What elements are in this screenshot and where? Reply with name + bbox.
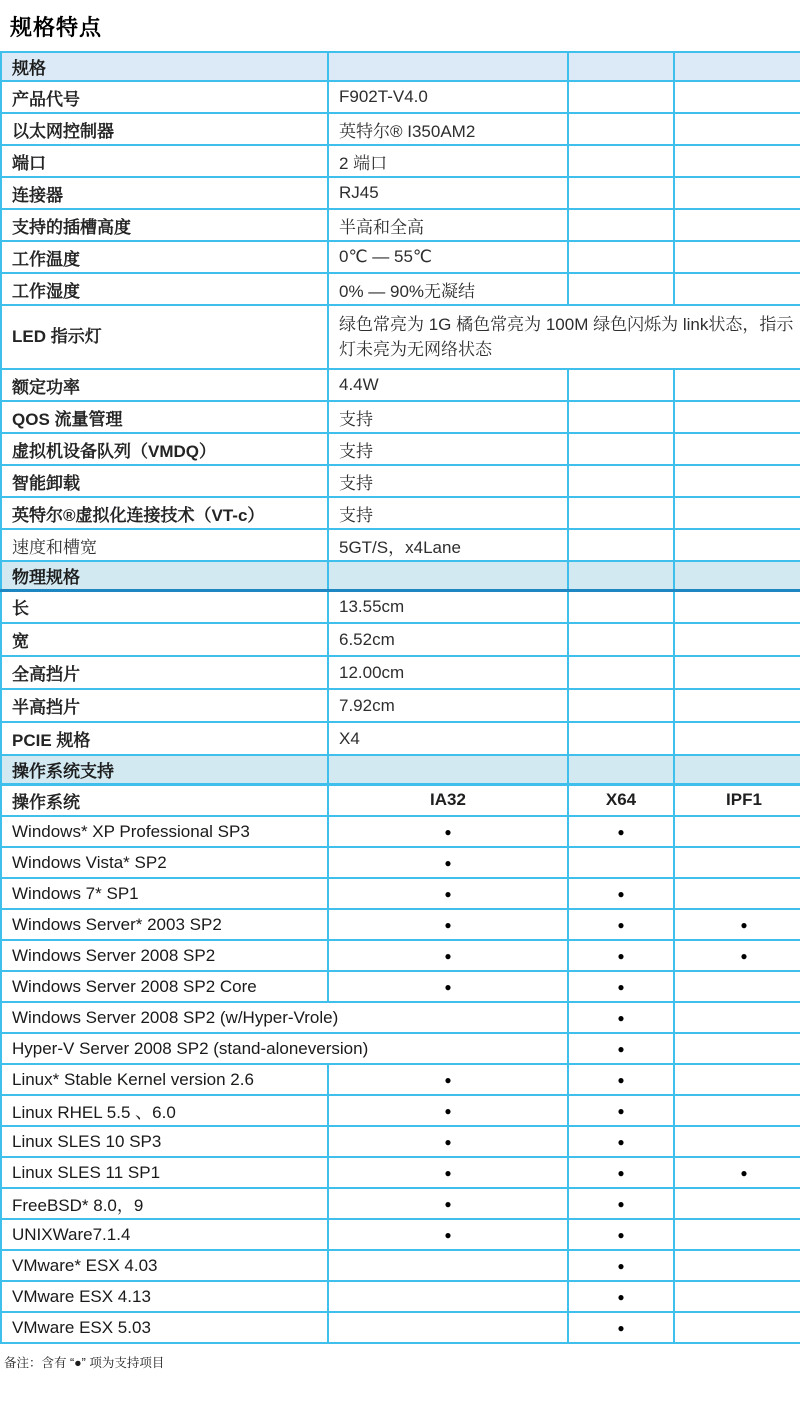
support-dot: ● (568, 1312, 674, 1343)
support-dot: ● (568, 1157, 674, 1188)
support-empty-cell (674, 816, 800, 847)
spec-row (1, 81, 800, 113)
support-dot: ● (674, 909, 800, 940)
spec-value: 支持 (328, 401, 568, 433)
support-dot: ● (328, 971, 568, 1002)
os-matrix-header-row (1, 784, 800, 816)
support-empty-cell (328, 1281, 568, 1312)
spec-value: 支持 (328, 497, 568, 529)
os-name: Windows Vista* SP2 (1, 847, 328, 878)
empty-cell (568, 689, 674, 722)
spec-value: 支持 (328, 465, 568, 497)
spec-row (1, 177, 800, 209)
support-dot: ● (674, 940, 800, 971)
spec-label: 工作温度 (1, 241, 328, 273)
empty-cell (568, 529, 674, 561)
empty-cell (674, 497, 800, 529)
section-title: 规格 (1, 52, 328, 81)
spec-table (0, 51, 800, 1344)
support-dot: ● (568, 816, 674, 847)
support-dot: ● (328, 1188, 568, 1219)
os-row (1, 1064, 800, 1095)
empty-cell (568, 273, 674, 305)
os-row (1, 1126, 800, 1157)
os-name: VMware ESX 5.03 (1, 1312, 328, 1343)
spec-row (1, 623, 800, 656)
support-dot: ● (568, 1064, 674, 1095)
os-name: Hyper-V Server 2008 SP2 (stand-aloneversion) (1, 1033, 568, 1064)
section-header-empty-cell (674, 52, 800, 81)
spec-label: 速度和槽宽 (1, 529, 328, 561)
spec-label: 产品代号 (1, 81, 328, 113)
empty-cell (568, 209, 674, 241)
support-empty-cell (674, 1064, 800, 1095)
section-header-empty-cell (328, 561, 568, 590)
empty-cell (568, 433, 674, 465)
spec-label: 额定功率 (1, 369, 328, 401)
os-column-header-arch: X64 (568, 784, 674, 816)
section-header-empty-cell (674, 561, 800, 590)
os-row (1, 1250, 800, 1281)
support-empty-cell (674, 1312, 800, 1343)
spec-row (1, 145, 800, 177)
support-dot: ● (568, 1002, 674, 1033)
support-dot: ● (568, 878, 674, 909)
empty-cell (674, 722, 800, 755)
empty-cell (568, 113, 674, 145)
support-empty-cell (674, 878, 800, 909)
support-empty-cell (674, 1281, 800, 1312)
support-dot: ● (568, 1033, 674, 1064)
spec-value: 5GT/S，x4Lane (328, 529, 568, 561)
support-dot: ● (568, 1219, 674, 1250)
spec-row (1, 433, 800, 465)
empty-cell (674, 209, 800, 241)
os-row (1, 1002, 800, 1033)
spec-row (1, 465, 800, 497)
support-dot: ● (568, 909, 674, 940)
os-row (1, 1312, 800, 1343)
spec-value: 支持 (328, 433, 568, 465)
spec-value: 2 端口 (328, 145, 568, 177)
spec-value: X4 (328, 722, 568, 755)
support-dot: ● (568, 971, 674, 1002)
empty-cell (674, 177, 800, 209)
empty-cell (568, 623, 674, 656)
spec-value: 半高和全高 (328, 209, 568, 241)
support-dot: ● (328, 1126, 568, 1157)
empty-cell (568, 401, 674, 433)
spec-row (1, 722, 800, 755)
os-name: UNIXWare7.1.4 (1, 1219, 328, 1250)
empty-cell (674, 145, 800, 177)
support-dot: ● (328, 1064, 568, 1095)
spec-value: 12.00cm (328, 656, 568, 689)
spec-sheet-page (0, 11, 800, 1371)
os-name: Windows* XP Professional SP3 (1, 816, 328, 847)
os-name: FreeBSD* 8.0，9 (1, 1188, 328, 1219)
empty-cell (674, 113, 800, 145)
section-header-empty-cell (328, 755, 568, 784)
spec-value: 13.55cm (328, 590, 568, 623)
spec-value: F902T-V4.0 (328, 81, 568, 113)
empty-cell (674, 465, 800, 497)
spec-label: 全高挡片 (1, 656, 328, 689)
os-row (1, 847, 800, 878)
spec-value: 4.4W (328, 369, 568, 401)
empty-cell (674, 623, 800, 656)
spec-label: LED 指示灯 (1, 305, 328, 369)
spec-label: 智能卸载 (1, 465, 328, 497)
section-header-empty-cell (328, 52, 568, 81)
empty-cell (568, 81, 674, 113)
support-dot: ● (328, 847, 568, 878)
spec-label: 工作湿度 (1, 273, 328, 305)
spec-row (1, 369, 800, 401)
empty-cell (674, 529, 800, 561)
section-title: 物理规格 (1, 561, 328, 590)
page-title: 规格特点 (10, 15, 103, 40)
os-name: Linux SLES 10 SP3 (1, 1126, 328, 1157)
empty-cell (568, 465, 674, 497)
spec-label: 以太网控制器 (1, 113, 328, 145)
os-name: Linux SLES 11 SP1 (1, 1157, 328, 1188)
support-dot: ● (328, 909, 568, 940)
section-header-row (1, 755, 800, 784)
spec-row (1, 305, 800, 369)
spec-label: 支持的插槽高度 (1, 209, 328, 241)
os-row (1, 940, 800, 971)
os-name: Windows Server* 2003 SP2 (1, 909, 328, 940)
os-row (1, 971, 800, 1002)
support-dot: ● (328, 816, 568, 847)
os-name: Linux RHEL 5.5 、6.0 (1, 1095, 328, 1126)
spec-row (1, 689, 800, 722)
os-name: Windows Server 2008 SP2 (w/Hyper-Vrole) (1, 1002, 568, 1033)
spec-value: 6.52cm (328, 623, 568, 656)
os-row (1, 909, 800, 940)
empty-cell (568, 145, 674, 177)
spec-label: 半高挡片 (1, 689, 328, 722)
spec-row (1, 113, 800, 145)
empty-cell (568, 722, 674, 755)
empty-cell (568, 656, 674, 689)
support-empty-cell (674, 1095, 800, 1126)
section-header-empty-cell (568, 755, 674, 784)
support-empty-cell (674, 1219, 800, 1250)
os-row (1, 1281, 800, 1312)
os-name: VMware* ESX 4.03 (1, 1250, 328, 1281)
spec-row (1, 590, 800, 623)
support-empty-cell (674, 971, 800, 1002)
empty-cell (568, 241, 674, 273)
empty-cell (674, 241, 800, 273)
spec-value: 0% — 90%无凝结 (328, 273, 568, 305)
spec-value: RJ45 (328, 177, 568, 209)
empty-cell (568, 177, 674, 209)
os-row (1, 1033, 800, 1064)
section-header-row (1, 561, 800, 590)
empty-cell (674, 401, 800, 433)
support-dot: ● (328, 940, 568, 971)
empty-cell (674, 590, 800, 623)
os-row (1, 1219, 800, 1250)
spec-label: 端口 (1, 145, 328, 177)
os-name: VMware ESX 4.13 (1, 1281, 328, 1312)
support-dot: ● (568, 1188, 674, 1219)
support-dot: ● (328, 878, 568, 909)
spec-value: 7.92cm (328, 689, 568, 722)
support-empty-cell (674, 1002, 800, 1033)
support-dot: ● (674, 1157, 800, 1188)
empty-cell (674, 369, 800, 401)
os-name: Windows Server 2008 SP2 Core (1, 971, 328, 1002)
spec-value: 绿色常亮为 1G 橘色常亮为 100M 绿色闪烁为 link状态，指示灯未亮为无网络状态 (328, 305, 800, 369)
section-header-row (1, 52, 800, 81)
support-dot: ● (328, 1095, 568, 1126)
spec-label: 英特尔®虚拟化连接技术（VT-c） (1, 497, 328, 529)
support-dot: ● (328, 1219, 568, 1250)
spec-label: 连接器 (1, 177, 328, 209)
support-dot: ● (568, 1250, 674, 1281)
os-name: Linux* Stable Kernel version 2.6 (1, 1064, 328, 1095)
os-row (1, 1095, 800, 1126)
spec-row (1, 529, 800, 561)
empty-cell (568, 497, 674, 529)
os-name: Windows 7* SP1 (1, 878, 328, 909)
spec-label: 宽 (1, 623, 328, 656)
support-dot: ● (568, 1126, 674, 1157)
support-empty-cell (568, 847, 674, 878)
support-empty-cell (674, 1033, 800, 1064)
support-empty-cell (674, 1126, 800, 1157)
support-empty-cell (674, 1250, 800, 1281)
section-header-empty-cell (674, 755, 800, 784)
spec-row (1, 401, 800, 433)
section-header-empty-cell (568, 52, 674, 81)
empty-cell (674, 656, 800, 689)
section-header-empty-cell (568, 561, 674, 590)
support-empty-cell (674, 1188, 800, 1219)
spec-row (1, 241, 800, 273)
spec-label: QOS 流量管理 (1, 401, 328, 433)
spec-row (1, 209, 800, 241)
os-column-header-name: 操作系统 (1, 784, 328, 816)
spec-value: 0℃ — 55℃ (328, 241, 568, 273)
spec-label: PCIE 规格 (1, 722, 328, 755)
support-dot: ● (568, 1281, 674, 1312)
section-title: 操作系统支持 (1, 755, 328, 784)
os-row (1, 816, 800, 847)
empty-cell (674, 81, 800, 113)
spec-label: 虚拟机设备队列（VMDQ） (1, 433, 328, 465)
os-column-header-arch: IPF1 (674, 784, 800, 816)
empty-cell (674, 433, 800, 465)
empty-cell (568, 369, 674, 401)
footnote: 备注：含有 “●” 项为支持项目 (4, 1356, 165, 1370)
spec-row (1, 656, 800, 689)
os-row (1, 1157, 800, 1188)
empty-cell (568, 590, 674, 623)
os-row (1, 878, 800, 909)
spec-row (1, 497, 800, 529)
support-dot: ● (568, 1095, 674, 1126)
spec-row (1, 273, 800, 305)
os-name: Windows Server 2008 SP2 (1, 940, 328, 971)
support-empty-cell (328, 1312, 568, 1343)
empty-cell (674, 273, 800, 305)
empty-cell (674, 689, 800, 722)
os-column-header-arch: IA32 (328, 784, 568, 816)
support-empty-cell (674, 847, 800, 878)
spec-label: 长 (1, 590, 328, 623)
support-dot: ● (328, 1157, 568, 1188)
os-row (1, 1188, 800, 1219)
support-dot: ● (568, 940, 674, 971)
spec-value: 英特尔® I350AM2 (328, 113, 568, 145)
support-empty-cell (328, 1250, 568, 1281)
